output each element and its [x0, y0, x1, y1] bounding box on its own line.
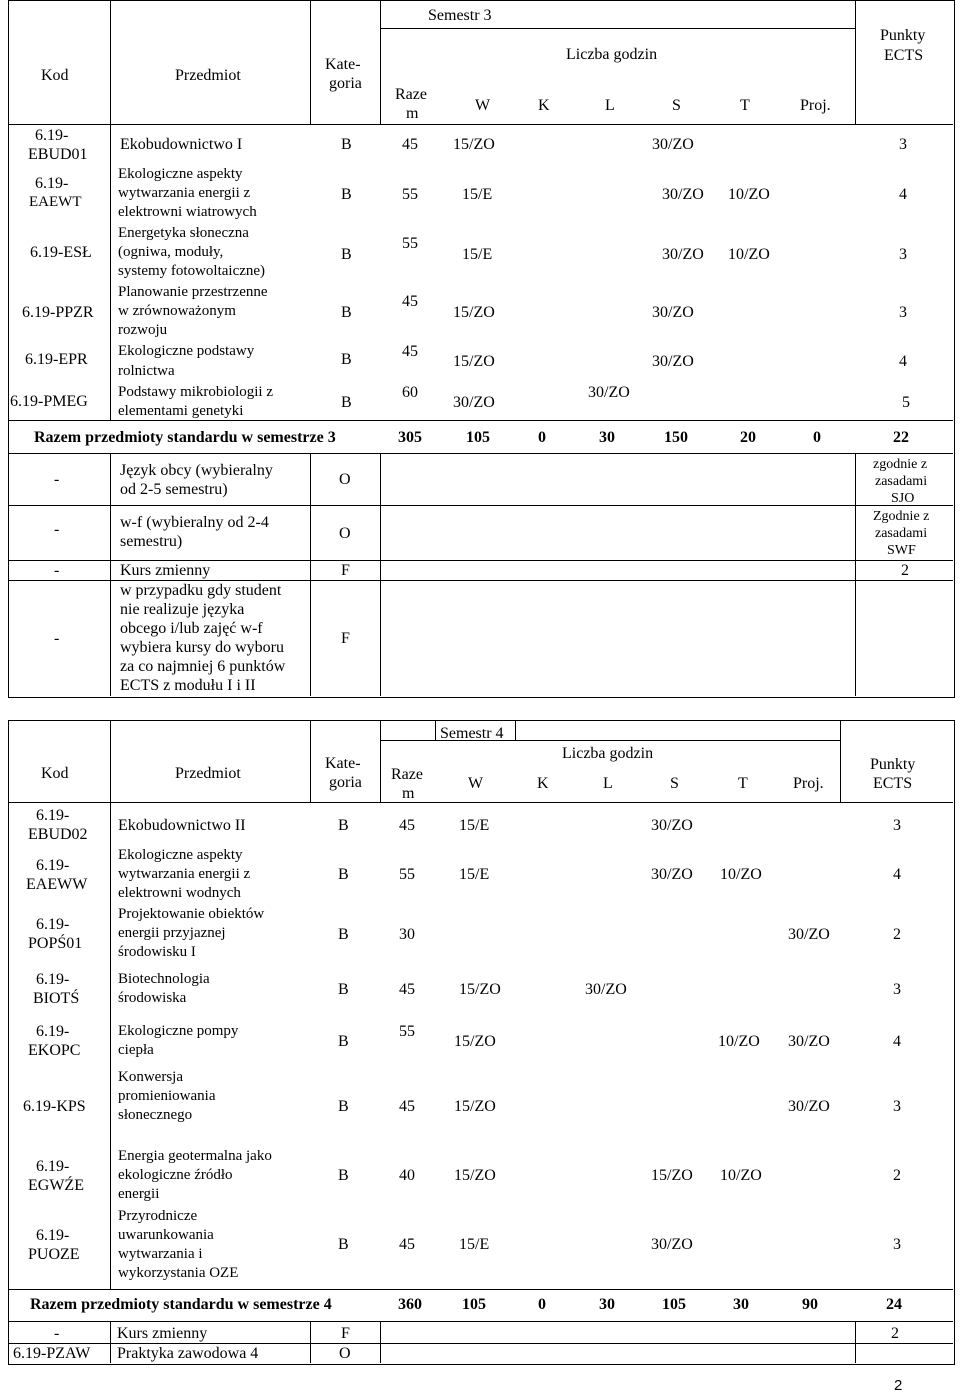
- header-kategoria: Kate-: [325, 56, 361, 73]
- row-kod: EKOPC: [28, 1042, 81, 1059]
- row-name: Ekologiczne pompy: [118, 1023, 239, 1039]
- total-razem: 305: [398, 429, 422, 446]
- row-name: ekologiczne źródło: [118, 1167, 233, 1183]
- row-kod: EAEWT: [29, 194, 82, 210]
- row-name: energii: [118, 1186, 160, 1202]
- header-w: W: [468, 775, 484, 792]
- row-name: Ekologiczne podstawy: [118, 343, 255, 359]
- total-k: 0: [538, 1296, 546, 1313]
- row-razem: 45: [402, 293, 418, 310]
- row-kategoria: B: [341, 304, 352, 321]
- row-name: Ekologiczne aspekty: [118, 847, 243, 863]
- extra-name: Praktyka zawodowa 4: [117, 1345, 259, 1362]
- extra-ects: Zgodnie z: [873, 509, 930, 524]
- header-l: L: [605, 97, 615, 114]
- row-kod: 6.19-: [35, 127, 69, 144]
- row-l: 30/ZO: [588, 384, 630, 401]
- row-kod: 6.19-: [36, 807, 70, 824]
- row-razem: 45: [399, 1098, 415, 1115]
- semester-title: Semestr 3: [428, 7, 492, 24]
- row-kod: 6.19-: [35, 175, 69, 192]
- header-razem: Raze: [391, 766, 423, 783]
- row-ects: 2: [893, 926, 901, 943]
- extra-kod: -: [54, 1325, 60, 1342]
- row-name: Przyrodnicze: [118, 1208, 198, 1224]
- row-ects: 3: [893, 981, 901, 998]
- row-name: Ekobudownictwo II: [118, 817, 246, 834]
- row-razem: 55: [402, 235, 418, 252]
- row-kategoria: B: [338, 926, 349, 943]
- header-punkty: Punkty: [870, 756, 916, 773]
- row-name: Energia geotermalna jako: [118, 1148, 272, 1164]
- extra-name: Język obcy (wybieralny: [120, 462, 273, 479]
- extra-kod: -: [54, 562, 60, 579]
- header-k: K: [537, 775, 549, 792]
- header-s: S: [670, 775, 679, 792]
- row-l: 30/ZO: [662, 186, 704, 203]
- header-razem: m: [406, 105, 419, 122]
- row-l: 30/ZO: [651, 1236, 693, 1253]
- row-kod: 6.19-PMEG: [10, 393, 88, 410]
- row-name: słonecznego: [118, 1107, 193, 1123]
- row-s: 15/ZO: [651, 1167, 693, 1184]
- row-ects: 4: [899, 186, 907, 203]
- total-ects: 22: [893, 429, 909, 446]
- total-label: Razem przedmioty standardu w semestrze 4: [30, 1296, 332, 1313]
- row-w: 15/ZO: [453, 353, 495, 370]
- extra-name: w przypadku gdy student: [120, 582, 282, 599]
- header-ects: ECTS: [884, 47, 924, 64]
- row-l: 30/ZO: [651, 817, 693, 834]
- total-razem: 360: [398, 1296, 422, 1313]
- row-razem: 40: [399, 1167, 415, 1184]
- row-ects: 4: [893, 1033, 901, 1050]
- row-kategoria: B: [341, 394, 352, 411]
- header-proj: Proj.: [800, 97, 831, 114]
- row-s: 10/ZO: [720, 866, 762, 883]
- total-ects: 24: [886, 1296, 902, 1313]
- row-name: Energetyka słoneczna: [118, 225, 249, 241]
- row-kategoria: B: [341, 351, 352, 368]
- extra-ects: SJO: [891, 491, 915, 506]
- row-kod: 6.19-PPZR: [22, 304, 94, 321]
- row-razem: 45: [399, 1236, 415, 1253]
- extra-name: Kurs zmienny: [120, 562, 211, 579]
- total-t: 30: [733, 1296, 749, 1313]
- total-k: 0: [538, 429, 546, 446]
- extra-kod: -: [54, 521, 60, 538]
- header-razem: m: [402, 785, 415, 802]
- row-name: Projektowanie obiektów: [118, 906, 265, 922]
- row-kod: 6.19-KPS: [23, 1098, 86, 1115]
- row-w: 15/ZO: [453, 304, 495, 321]
- header-razem: Raze: [395, 86, 427, 103]
- row-l: 30/ZO: [662, 246, 704, 263]
- row-w: 15/E: [459, 1236, 490, 1253]
- row-ects: 3: [899, 136, 907, 153]
- header-kategoria: goria: [329, 75, 362, 92]
- row-kod: 6.19-: [36, 1227, 70, 1244]
- row-l: 30/ZO: [652, 136, 694, 153]
- extra-name: obcego i/lub zajęć w-f: [120, 620, 263, 637]
- extra-name: ECTS z modułu I i II: [120, 677, 256, 694]
- row-razem: 55: [399, 866, 415, 883]
- total-proj: 0: [813, 429, 821, 446]
- row-w: 30/ZO: [453, 394, 495, 411]
- row-name: elementami genetyki: [118, 403, 244, 419]
- row-kategoria: B: [338, 1167, 349, 1184]
- row-w: 15/ZO: [454, 1167, 496, 1184]
- row-kategoria: B: [338, 1236, 349, 1253]
- row-l: 30/ZO: [652, 304, 694, 321]
- row-kod: BIOTŚ: [33, 990, 80, 1007]
- row-name: ciepła: [118, 1042, 154, 1058]
- row-razem: 30: [399, 926, 415, 943]
- row-kod: 6.19-: [36, 857, 70, 874]
- row-kategoria: B: [338, 1033, 349, 1050]
- extra-ects: zgodnie z: [873, 457, 928, 472]
- total-s: 150: [664, 429, 688, 446]
- row-w: 15/ZO: [454, 1033, 496, 1050]
- row-name: Biotechnologia: [118, 971, 210, 987]
- total-t: 20: [740, 429, 756, 446]
- extra-ects: SWF: [887, 543, 916, 558]
- row-name: energii przyjaznej: [118, 925, 226, 941]
- row-name: (ogniwa, moduły,: [118, 244, 224, 260]
- header-kod: Kod: [41, 765, 69, 782]
- row-kod: PUOZE: [28, 1246, 80, 1263]
- row-name: rolnictwa: [118, 363, 175, 379]
- extra-name: semestru): [120, 533, 183, 550]
- row-kod: EGWŹE: [28, 1177, 84, 1194]
- row-kod: 6.19-: [36, 916, 70, 933]
- row-name: w zrównoważonym: [118, 303, 236, 319]
- row-name: środowiska: [118, 990, 187, 1006]
- extra-kod: -: [54, 630, 60, 647]
- extra-name: w-f (wybieralny od 2-4: [120, 514, 269, 531]
- row-name: uwarunkowania: [118, 1227, 214, 1243]
- row-ects: 3: [893, 1236, 901, 1253]
- header-kod: Kod: [41, 67, 69, 84]
- row-name: systemy fotowoltaiczne): [118, 263, 266, 279]
- row-kategoria: B: [341, 186, 352, 203]
- row-name: Planowanie przestrzenne: [118, 284, 268, 300]
- row-name: wytwarzania energii z: [118, 866, 251, 882]
- row-razem: 45: [399, 981, 415, 998]
- header-ects: ECTS: [873, 775, 913, 792]
- header-kategoria: Kate-: [325, 755, 361, 772]
- row-ects: 3: [893, 817, 901, 834]
- extra-ects: 2: [901, 562, 909, 579]
- extra-kategoria: F: [341, 630, 350, 647]
- row-razem: 55: [402, 186, 418, 203]
- row-name: elektrowni wodnych: [118, 885, 241, 901]
- header-t: T: [738, 775, 748, 792]
- row-razem: 60: [402, 384, 418, 401]
- row-kod: 6.19-EPR: [25, 351, 88, 368]
- extra-kod: -: [54, 471, 60, 488]
- extra-kategoria: F: [341, 562, 350, 579]
- row-w: 15/E: [462, 186, 493, 203]
- row-ects: 3: [899, 304, 907, 321]
- extra-kategoria: F: [341, 1325, 350, 1342]
- row-kategoria: B: [338, 1098, 349, 1115]
- extra-name: za co najmniej 6 punktów: [120, 658, 286, 675]
- total-l: 30: [599, 1296, 615, 1313]
- row-ects: 5: [902, 394, 910, 411]
- extra-name: nie realizuje języka: [120, 601, 245, 618]
- row-name: środowisku I: [118, 944, 196, 960]
- row-ects: 3: [893, 1098, 901, 1115]
- header-l: L: [603, 775, 613, 792]
- row-s: 10/ZO: [718, 1033, 760, 1050]
- header-punkty: Punkty: [880, 27, 926, 44]
- header-s: S: [672, 97, 681, 114]
- extra-kategoria: O: [339, 525, 351, 542]
- row-w: 15/ZO: [459, 981, 501, 998]
- row-w: 15/E: [459, 866, 490, 883]
- row-name: Ekologiczne aspekty: [118, 166, 243, 182]
- row-t: 10/ZO: [720, 1167, 762, 1184]
- row-kategoria: B: [341, 246, 352, 263]
- row-kod: EBUD02: [28, 826, 88, 843]
- row-name: Konwersja: [118, 1069, 183, 1085]
- row-kategoria: B: [338, 817, 349, 834]
- total-s: 105: [662, 1296, 686, 1313]
- header-liczba-godzin: Liczba godzin: [562, 745, 654, 762]
- row-l: 30/ZO: [652, 353, 694, 370]
- extra-kategoria: O: [339, 471, 351, 488]
- row-name: rozwoju: [118, 322, 168, 338]
- total-l: 30: [599, 429, 615, 446]
- row-name: elektrowni wiatrowych: [118, 204, 257, 220]
- row-kategoria: B: [338, 866, 349, 883]
- row-w: 15/ZO: [453, 136, 495, 153]
- row-kategoria: B: [341, 136, 352, 153]
- row-razem: 45: [402, 136, 418, 153]
- extra-kod: 6.19-PZAW: [13, 1345, 91, 1362]
- header-liczba-godzin: Liczba godzin: [566, 46, 658, 63]
- row-name: Podstawy mikrobiologii z: [118, 384, 273, 400]
- extra-name: od 2-5 semestru): [120, 481, 228, 498]
- row-kod: 6.19-: [36, 971, 70, 988]
- row-razem: 45: [402, 343, 418, 360]
- header-w: W: [475, 97, 491, 114]
- row-name: promieniowania: [118, 1088, 216, 1104]
- header-proj: Proj.: [793, 775, 824, 792]
- total-w: 105: [466, 429, 490, 446]
- header-k: K: [538, 97, 550, 114]
- row-name: wytwarzania i: [118, 1246, 203, 1262]
- row-kod: EBUD01: [28, 146, 88, 163]
- extra-name: wybiera kursy do wyboru: [120, 639, 284, 656]
- row-name: wytwarzania energii z: [118, 185, 251, 201]
- row-kod: 6.19-: [36, 1158, 70, 1175]
- header-przedmiot: Przedmiot: [175, 67, 241, 84]
- header-kategoria: goria: [329, 774, 362, 791]
- row-ects: 2: [893, 1167, 901, 1184]
- page-number: 2: [894, 1377, 903, 1394]
- extra-ects: 2: [891, 1325, 899, 1342]
- row-kod: 6.19-: [36, 1023, 70, 1040]
- row-l: 30/ZO: [651, 866, 693, 883]
- row-kod: 6.19-ESŁ: [30, 244, 92, 261]
- row-name: Ekobudownictwo I: [120, 136, 243, 153]
- header-przedmiot: Przedmiot: [175, 765, 241, 782]
- row-l: 30/ZO: [585, 981, 627, 998]
- row-kategoria: B: [338, 981, 349, 998]
- total-w: 105: [462, 1296, 486, 1313]
- row-razem: 55: [399, 1023, 415, 1040]
- row-w: 15/E: [459, 817, 490, 834]
- row-kod: EAEWW: [26, 876, 88, 893]
- extra-ects: zasadami: [875, 474, 928, 489]
- row-s: 10/ZO: [728, 186, 770, 203]
- header-t: T: [740, 97, 750, 114]
- row-t: 30/ZO: [788, 1033, 830, 1050]
- row-w: 15/ZO: [454, 1098, 496, 1115]
- row-ects: 3: [899, 246, 907, 263]
- row-kod: POPŚ01: [28, 935, 83, 952]
- row-name: wykorzystania OZE: [118, 1265, 239, 1281]
- row-t: 30/ZO: [788, 1098, 830, 1115]
- extra-ects: zasadami: [875, 526, 928, 541]
- semester-title: Semestr 4: [440, 725, 504, 742]
- row-s: 10/ZO: [728, 246, 770, 263]
- extra-name: Kurs zmienny: [117, 1325, 208, 1342]
- extra-kategoria: O: [339, 1345, 351, 1362]
- row-ects: 4: [893, 866, 901, 883]
- row-ects: 4: [899, 353, 907, 370]
- row-w: 15/E: [462, 246, 493, 263]
- total-label: Razem przedmioty standardu w semestrze 3: [34, 429, 336, 446]
- total-proj: 90: [802, 1296, 818, 1313]
- row-l: 30/ZO: [788, 926, 830, 943]
- row-razem: 45: [399, 817, 415, 834]
